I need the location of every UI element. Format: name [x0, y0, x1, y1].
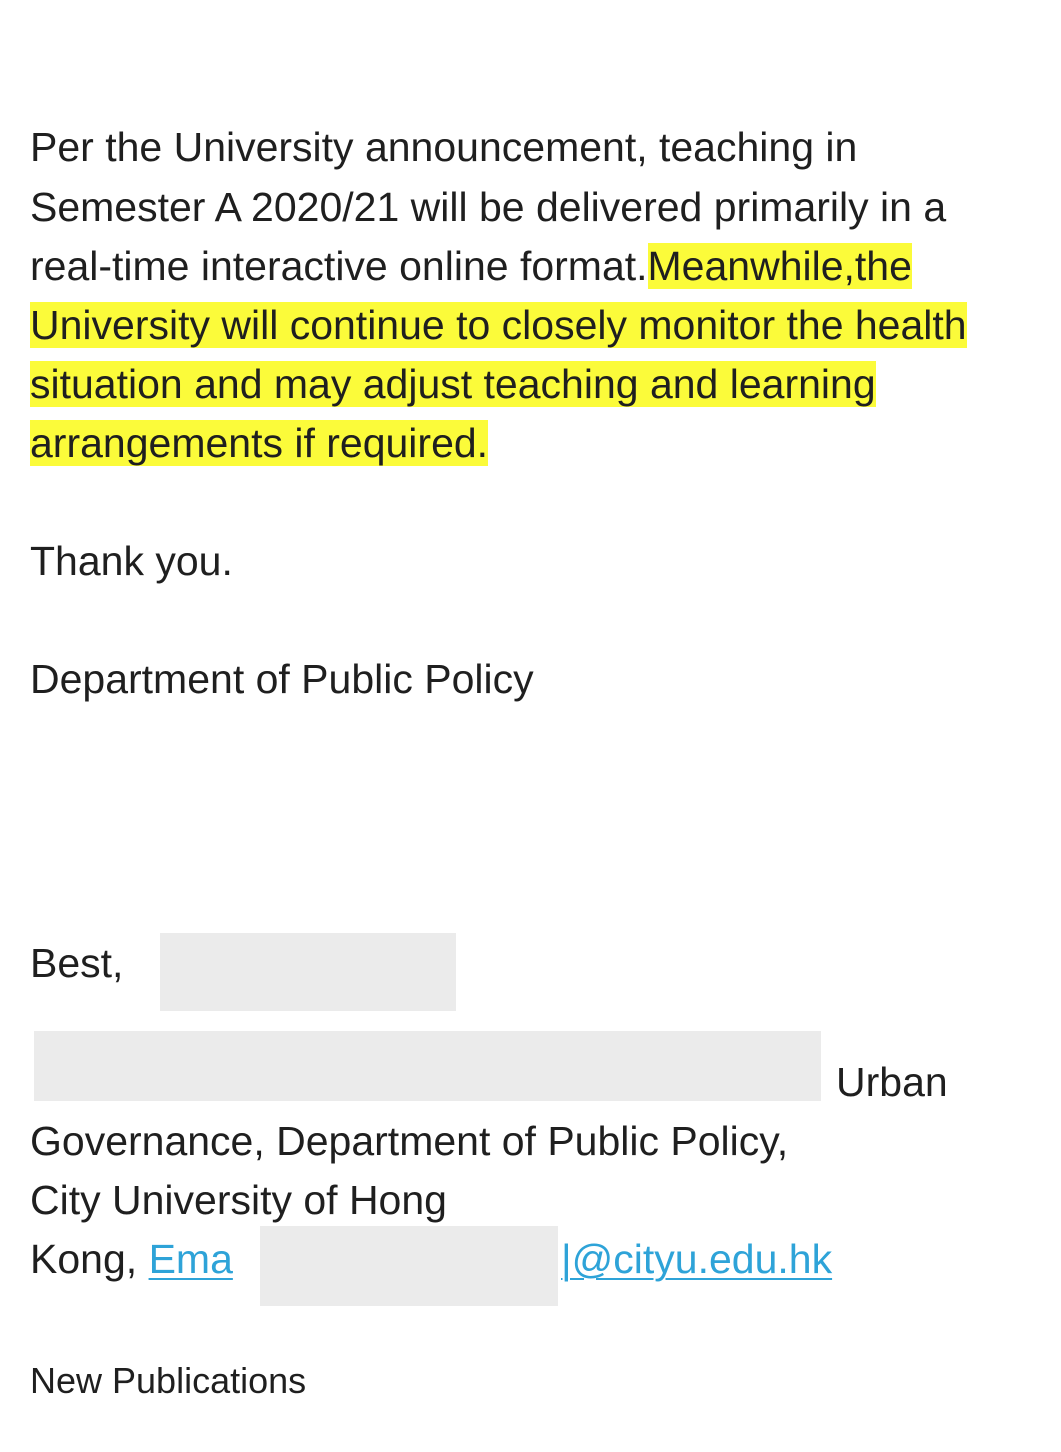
- signature-best: Best,: [30, 940, 124, 986]
- email-link-suffix-wrap: [561, 1230, 832, 1289]
- email-link-suffix[interactable]: |@cityu.edu.hk: [561, 1236, 833, 1282]
- highlighted-text: situation and may adjust teaching and learning: [30, 361, 876, 407]
- paragraph-line-2: Semester A 2020/21 will be delivered primarily in a: [30, 184, 947, 230]
- signature-city: City University of Hong: [30, 1177, 447, 1223]
- paragraph-line-4: [30, 296, 967, 355]
- redaction-box-title: [34, 1031, 821, 1101]
- redaction-box-email: [260, 1226, 558, 1306]
- signature-kong-line: [30, 1230, 233, 1289]
- paragraph-line-6: [30, 414, 488, 473]
- paragraph-line-5: [30, 355, 876, 414]
- signature-governance: Governance, Department of Public Policy,: [30, 1118, 789, 1164]
- department-name: Department of Public Policy: [30, 656, 534, 702]
- signature-kong: Kong,: [30, 1236, 138, 1282]
- paragraph-line-1: Per the University announcement, teaching in: [30, 124, 858, 170]
- highlighted-text: Meanwhile,the: [647, 243, 912, 289]
- redaction-box-name: [160, 933, 456, 1011]
- thank-you-text: Thank you.: [30, 538, 233, 584]
- email-link-prefix[interactable]: Ema: [148, 1236, 233, 1282]
- new-publications-heading: New Publications: [30, 1360, 307, 1401]
- paragraph-line-3: [30, 237, 912, 296]
- paragraph-line-3-plain: real-time interactive online format.: [30, 243, 648, 289]
- highlighted-text: University will continue to closely monitor the health: [30, 302, 967, 348]
- highlighted-text: arrangements if required.: [30, 420, 489, 466]
- signature-urban: Urban: [836, 1059, 948, 1105]
